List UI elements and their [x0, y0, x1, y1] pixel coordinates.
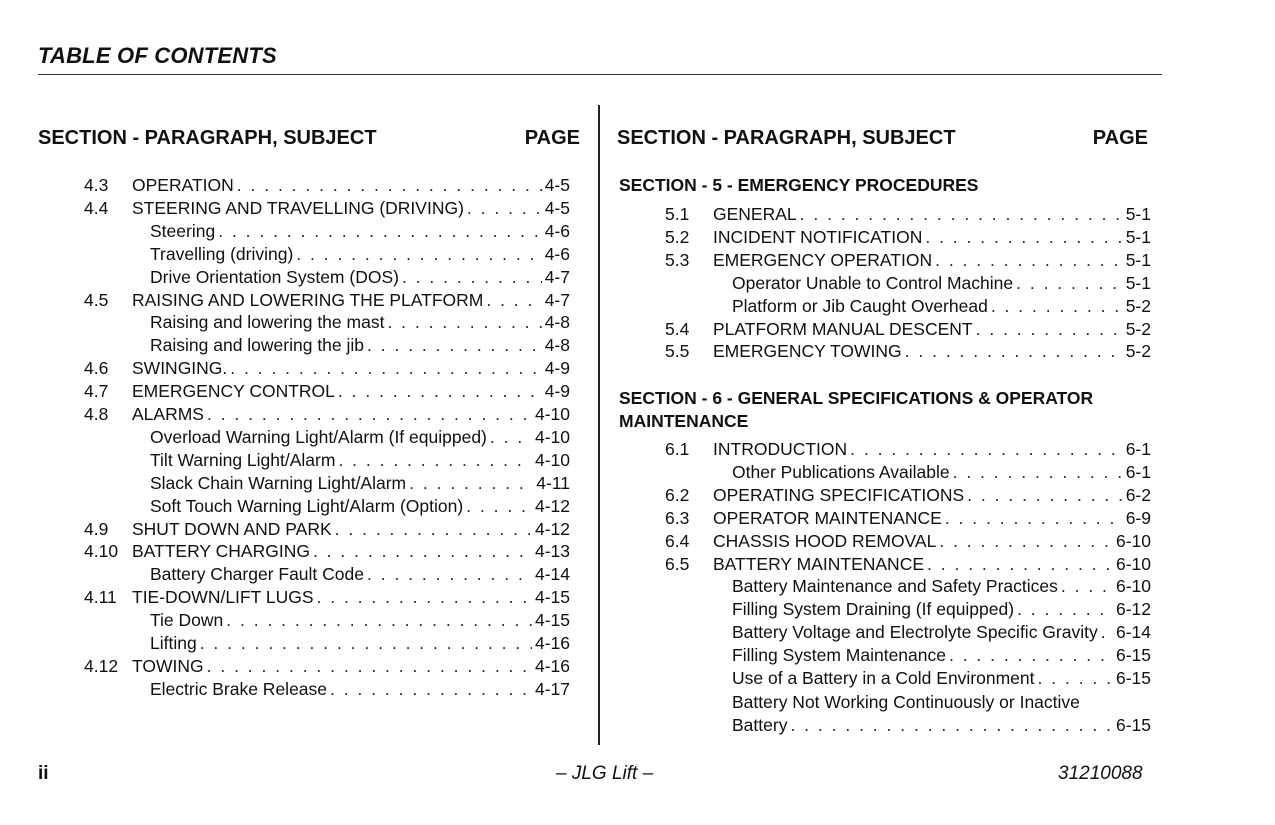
- toc-entry-page: 4-5: [544, 197, 570, 218]
- toc-entry-page: 6-15: [1115, 645, 1151, 666]
- toc-entry[interactable]: [84, 266, 570, 289]
- toc-entry-text: OPERATING SPECIFICATIONS: [713, 484, 965, 505]
- toc-entry-text: Battery Charger Fault Code: [150, 564, 364, 585]
- section-6-heading-line2: MAINTENANCE: [619, 411, 749, 431]
- toc-entry-text: Operator Unable to Control Machine: [732, 272, 1014, 293]
- left-page-label: PAGE: [524, 127, 580, 149]
- toc-entry-page: 4-10: [534, 426, 570, 447]
- toc-entry-page: 4-12: [534, 518, 570, 539]
- toc-entry-text: INCIDENT NOTIFICATION: [713, 226, 923, 247]
- toc-entry-text: Raising and lowering the jib: [150, 335, 365, 356]
- right-column-header: [617, 127, 1148, 151]
- toc-entry[interactable]: [84, 678, 570, 701]
- toc-entry-page: 6-15: [1115, 668, 1151, 688]
- toc-entry[interactable]: [84, 197, 570, 220]
- toc-entry-page: 4-10: [534, 449, 570, 470]
- toc-entry-text: EMERGENCY CONTROL: [132, 381, 335, 402]
- toc-entry-number: 4.5: [84, 289, 109, 310]
- toc-entry-number: 4.7: [84, 381, 109, 402]
- footer-page-number: ii: [38, 763, 49, 784]
- toc-entry-number: 6.4: [665, 530, 690, 551]
- toc-entry-text: Platform or Jib Caught Overhead: [732, 295, 988, 316]
- toc-entry-page: 5-1: [1125, 226, 1151, 247]
- toc-entry-page: 6-2: [1125, 484, 1151, 505]
- toc-entry-text: BATTERY CHARGING: [132, 541, 310, 562]
- dot-leader: [367, 563, 532, 586]
- dot-leader: [1101, 621, 1113, 644]
- toc-entry-number: 6.1: [665, 439, 690, 459]
- toc-entry-number: 4.11: [84, 587, 117, 608]
- dot-leader: [976, 318, 1123, 341]
- toc-entry-page: 4-9: [544, 381, 570, 402]
- dot-leader: [945, 507, 1123, 530]
- toc-entry-text: OPERATOR MAINTENANCE: [713, 507, 942, 528]
- toc-entry[interactable]: [84, 563, 570, 586]
- toc-entry[interactable]: [84, 243, 570, 266]
- toc-entry-text: Steering: [150, 220, 216, 241]
- toc-entry[interactable]: [84, 357, 570, 380]
- toc-entry-page: 6-1: [1125, 461, 1151, 482]
- dot-leader: [230, 357, 541, 380]
- toc-entry-number: 4.6: [84, 358, 109, 379]
- toc-entry-page: 4-8: [544, 335, 570, 356]
- dot-leader: [949, 644, 1113, 667]
- dot-leader: [850, 438, 1123, 461]
- toc-entry-page: 4-9: [544, 358, 570, 379]
- toc-entry-number: 4.9: [84, 518, 109, 539]
- toc-entry-text: INTRODUCTION: [713, 439, 848, 459]
- toc-entry[interactable]: [84, 174, 570, 197]
- toc-entry-page: 5-2: [1125, 295, 1151, 316]
- toc-entry-text: Use of a Battery in a Cold Environment: [732, 668, 1035, 688]
- dot-leader: [409, 472, 533, 495]
- section-5-heading: SECTION - 5 - EMERGENCY PROCEDURES: [619, 175, 979, 195]
- toc-entry-number: 4.10: [84, 541, 119, 562]
- toc-entry-page: 5-1: [1125, 249, 1151, 270]
- dot-leader: [402, 266, 542, 289]
- toc-entry-page: 4-6: [544, 220, 570, 241]
- dot-leader: [490, 426, 532, 449]
- toc-entry-text: Filling System Maintenance: [732, 645, 946, 666]
- dot-leader: [935, 249, 1123, 272]
- toc-entry-text: PLATFORM MANUAL DESCENT: [713, 318, 973, 339]
- toc-entry[interactable]: [665, 249, 1151, 272]
- toc-entry-text: Other Publications Available: [732, 461, 950, 482]
- toc-entry[interactable]: [665, 340, 1151, 363]
- dot-leader: [953, 461, 1123, 484]
- toc-entry-text: Battery Voltage and Electrolyte Specific Gravity: [732, 622, 1098, 643]
- toc-entry-number: 5.1: [665, 204, 690, 224]
- toc-entry-page: 4-15: [534, 587, 570, 608]
- toc-entry[interactable]: [665, 667, 1151, 690]
- toc-entry-text: GENERAL: [713, 204, 797, 224]
- toc-entry-page: 4-17: [534, 678, 570, 699]
- toc-entry-page: 5-2: [1125, 318, 1151, 339]
- toc-entry-text: SHUT DOWN AND PARK: [132, 518, 332, 539]
- toc-entry-number: 5.2: [665, 226, 690, 247]
- toc-entry[interactable]: [84, 403, 570, 426]
- toc-entry-battery-not-working[interactable]: [732, 691, 1151, 714]
- toc-entry-number: 4.12: [84, 655, 119, 676]
- dot-leader: [1061, 575, 1113, 598]
- toc-entry-text: OPERATION: [132, 175, 234, 195]
- dot-leader: [991, 295, 1123, 318]
- toc-entry-text: Drive Orientation System (DOS): [150, 266, 399, 287]
- toc-entry[interactable]: [84, 655, 570, 678]
- dot-leader: [296, 243, 541, 266]
- toc-entry[interactable]: [84, 472, 570, 495]
- toc-entry-text: Raising and lowering the mast: [150, 312, 385, 333]
- left-subject-label: SECTION - PARAGRAPH, SUBJECT: [38, 127, 377, 149]
- dot-leader: [1017, 598, 1113, 621]
- dot-leader: [338, 449, 532, 472]
- toc-entry-number: 6.3: [665, 507, 690, 528]
- dot-leader: [207, 655, 532, 678]
- toc-entry[interactable]: [84, 518, 570, 541]
- toc-entry-text: EMERGENCY TOWING: [713, 341, 902, 362]
- toc-entry-text: Filling System Draining (If equipped): [732, 599, 1015, 620]
- dot-leader: [387, 311, 541, 334]
- dot-leader: [927, 553, 1113, 576]
- right-page-label: PAGE: [1092, 127, 1148, 149]
- dot-leader: [486, 289, 541, 312]
- toc-entry-page: 5-1: [1125, 204, 1151, 224]
- dot-leader: [226, 609, 532, 632]
- toc-entry[interactable]: [665, 530, 1151, 553]
- dot-leader: [467, 197, 542, 220]
- right-subject-label: SECTION - PARAGRAPH, SUBJECT: [617, 127, 956, 149]
- toc-entry-text: Battery Maintenance and Safety Practices: [732, 576, 1058, 597]
- toc-entry[interactable]: [665, 461, 1151, 484]
- toc-entry-page: 4-10: [534, 404, 570, 424]
- toc-entry-text: TIE-DOWN/LIFT LUGS: [132, 587, 314, 608]
- toc-entry[interactable]: [84, 632, 570, 655]
- toc-entry-text: Soft Touch Warning Light/Alarm (Option): [150, 495, 464, 516]
- toc-entry-number: 4.8: [84, 404, 109, 424]
- toc-entry-text-line1: Battery Not Working Continuously or Inactive: [732, 692, 1080, 712]
- toc-entry-text: STEERING AND TRAVELLING (DRIVING): [132, 197, 464, 218]
- toc-entry[interactable]: [84, 311, 570, 334]
- dot-leader: [790, 714, 1113, 737]
- dot-leader: [335, 518, 532, 541]
- toc-entry-text-line2: Battery: [732, 715, 788, 735]
- toc-entry[interactable]: [665, 438, 1151, 461]
- toc-entry-text: SWINGING.: [132, 358, 228, 379]
- toc-entry[interactable]: [84, 586, 570, 609]
- left-column-header: [38, 127, 580, 151]
- toc-entry[interactable]: [84, 540, 570, 563]
- toc-entry-number: 5.3: [665, 249, 690, 270]
- toc-entry[interactable]: [84, 220, 570, 243]
- toc-entry-text: CHASSIS HOOD REMOVAL: [713, 530, 937, 551]
- toc-entry[interactable]: [665, 507, 1151, 530]
- toc-entry-number: 5.4: [665, 318, 690, 339]
- toc-entry-page: 6-1: [1125, 439, 1151, 459]
- toc-entry-page: 4-15: [534, 610, 570, 631]
- toc-entry-page: 6-14: [1115, 622, 1151, 643]
- dot-leader: [800, 203, 1123, 226]
- toc-entry-text: RAISING AND LOWERING THE PLATFORM: [132, 289, 484, 310]
- toc-entry-page: 6-9: [1125, 507, 1151, 528]
- toc-entry-text: Slack Chain Warning Light/Alarm: [150, 472, 407, 493]
- toc-entry-number: 4.3: [84, 175, 109, 195]
- toc-entry-text: Tie Down: [150, 610, 224, 631]
- toc-entry-text: BATTERY MAINTENANCE: [713, 553, 925, 574]
- toc-entry-text: TOWING: [132, 655, 204, 676]
- toc-entry-page: 6-15: [1115, 715, 1151, 735]
- toc-entry[interactable]: [84, 289, 570, 312]
- dot-leader: [330, 678, 532, 701]
- toc-entry-page: 4-12: [534, 495, 570, 516]
- toc-entry-page: 6-10: [1115, 553, 1151, 574]
- dot-leader: [200, 632, 532, 655]
- toc-entry-text: Electric Brake Release: [150, 678, 328, 699]
- toc-entry-text: Tilt Warning Light/Alarm: [150, 449, 336, 470]
- dot-leader: [338, 380, 542, 403]
- toc-entry-page: 4-7: [544, 289, 570, 310]
- toc-entry-page: 4-5: [544, 175, 570, 195]
- dot-leader: [237, 174, 542, 197]
- toc-entry[interactable]: [84, 495, 570, 518]
- toc-entry-text: Travelling (driving): [150, 243, 294, 264]
- toc-entry[interactable]: [665, 644, 1151, 667]
- toc-entry-number: 6.2: [665, 484, 690, 505]
- dot-leader: [207, 403, 532, 426]
- toc-entry-page: 4-16: [534, 633, 570, 653]
- dot-leader: [967, 484, 1123, 507]
- toc-entry-battery-not-working-cont[interactable]: [732, 714, 1151, 737]
- toc-entry-page: 6-10: [1115, 530, 1151, 551]
- toc-entry-text: Overload Warning Light/Alarm (If equipped): [150, 426, 487, 447]
- toc-entry-text: EMERGENCY OPERATION: [713, 249, 933, 270]
- dot-leader: [925, 226, 1122, 249]
- toc-entry[interactable]: [665, 598, 1151, 621]
- footer-doc-number: 31210088: [1058, 763, 1143, 784]
- title-rule: [38, 74, 1162, 75]
- toc-entry[interactable]: [665, 318, 1151, 341]
- toc-entry[interactable]: [84, 449, 570, 472]
- toc-entry[interactable]: [665, 621, 1151, 644]
- section-6-heading-line1: SECTION - 6 - GENERAL SPECIFICATIONS & OPERATOR: [619, 388, 1094, 408]
- toc-entry-number: 4.4: [84, 197, 109, 218]
- toc-entry-page: 4-16: [534, 655, 570, 676]
- toc-entry[interactable]: [84, 334, 570, 357]
- dot-leader: [905, 340, 1123, 363]
- dot-leader: [367, 334, 542, 357]
- toc-entry[interactable]: [665, 553, 1151, 576]
- toc-entry-page: 4-6: [544, 243, 570, 264]
- dot-leader: [466, 495, 532, 518]
- toc-entry-page: 4-14: [534, 564, 570, 585]
- toc-entry-page: 5-2: [1125, 341, 1151, 362]
- dot-leader: [939, 530, 1113, 553]
- toc-entry-page: 4-8: [544, 312, 570, 333]
- toc-entry[interactable]: [665, 272, 1151, 295]
- toc-entry[interactable]: [84, 609, 570, 632]
- dot-leader: [313, 540, 532, 563]
- toc-entry[interactable]: [665, 295, 1151, 318]
- toc-entry-number: 5.5: [665, 341, 690, 362]
- toc-entry-text: ALARMS: [132, 404, 204, 424]
- toc-entry-number: 6.5: [665, 553, 690, 574]
- toc-entry-page: 4-13: [534, 541, 570, 562]
- footer-center-text: – JLG Lift –: [556, 763, 654, 784]
- toc-entry[interactable]: [665, 484, 1151, 507]
- toc-entry-page: 4-7: [544, 266, 570, 287]
- toc-entry[interactable]: [665, 203, 1151, 226]
- toc-entry[interactable]: [84, 426, 570, 449]
- dot-leader: [1016, 272, 1123, 295]
- toc-entry-page: 5-1: [1125, 272, 1151, 293]
- dot-leader: [317, 586, 532, 609]
- toc-entry-page: 6-10: [1115, 576, 1151, 597]
- dot-leader: [1038, 667, 1113, 690]
- toc-entry[interactable]: [84, 380, 570, 403]
- column-divider: [598, 105, 600, 745]
- dot-leader: [218, 220, 542, 243]
- toc-entry-page: 4-11: [536, 472, 570, 493]
- toc-entry-page: 6-12: [1115, 599, 1151, 620]
- toc-entry[interactable]: [665, 575, 1151, 598]
- toc-entry[interactable]: [665, 226, 1151, 249]
- toc-entry-text: Lifting: [150, 633, 197, 653]
- page-title: TABLE OF CONTENTS: [38, 43, 277, 68]
